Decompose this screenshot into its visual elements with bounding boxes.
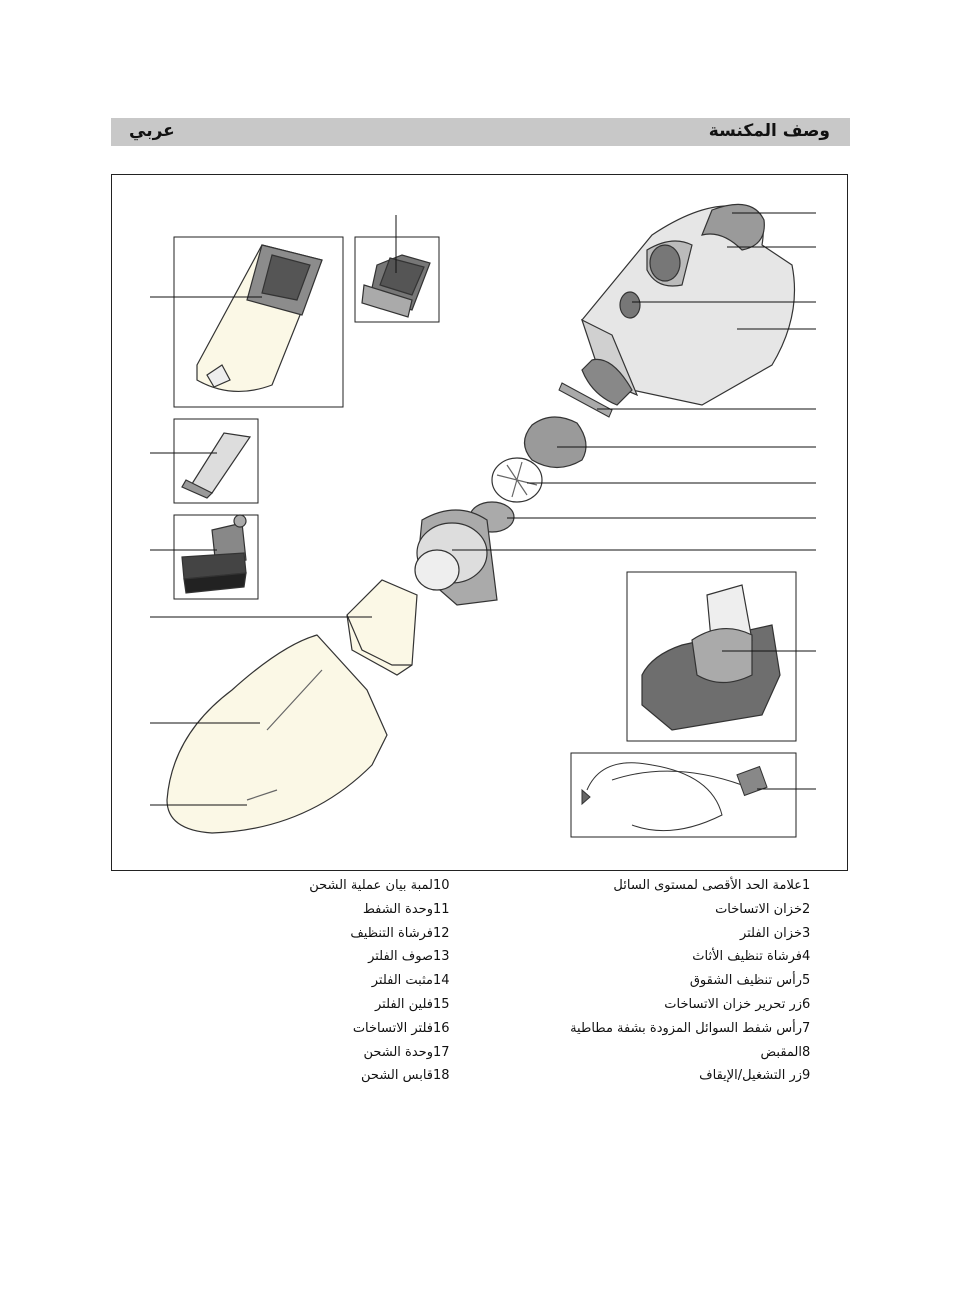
part-row	[309, 902, 461, 926]
part-name: وحدة الشحن	[363, 1044, 433, 1060]
part-name: المقبض	[760, 1044, 802, 1060]
charger-drawing	[582, 763, 767, 831]
dirt-filter-drawing	[415, 510, 497, 605]
language-label: عربي	[129, 121, 175, 141]
part-row	[570, 878, 830, 902]
part-name: فلتر الاتساخات	[352, 1020, 433, 1036]
part-name: وحدة الشفط	[362, 901, 433, 917]
part-number: 18	[433, 1068, 450, 1084]
vacuum-body-drawing	[582, 204, 795, 405]
part-row	[309, 1068, 461, 1092]
large-nozzle-drawing	[167, 635, 387, 833]
part-row	[570, 926, 830, 950]
part-number: 9	[802, 1068, 811, 1084]
part-name: فلين الفلتر	[374, 996, 433, 1012]
parts-list-column-2	[309, 878, 461, 1092]
exploded-diagram	[111, 174, 848, 871]
part-number: 5	[802, 973, 811, 989]
part-row	[570, 1021, 830, 1045]
part-row	[570, 1045, 830, 1069]
brush-drawing	[182, 515, 246, 593]
part-name: زر التشغيل/الإيقاف	[699, 1068, 802, 1084]
part-row	[570, 973, 830, 997]
part-row	[570, 997, 830, 1021]
part-row	[309, 878, 461, 902]
part-name: رأس شفط السوائل المزودة بشفة مطاطية	[570, 1020, 802, 1036]
filter-fleece-drawing	[525, 417, 587, 468]
part-name: فرشاة التنظيف	[350, 925, 433, 941]
part-number: 8	[802, 1044, 811, 1060]
part-name: فرشاة تنظيف الأثاث	[692, 949, 802, 965]
part-name: خزان الفلتر	[739, 925, 802, 941]
section-header-bar	[111, 118, 850, 146]
inset-box-charger	[571, 753, 796, 837]
part-number: 16	[433, 1020, 450, 1036]
part-row	[309, 1021, 461, 1045]
part-name: قابس الشحن	[361, 1068, 433, 1084]
part-number: 1	[802, 878, 811, 893]
slim-nozzle-drawing	[182, 433, 250, 498]
part-name: صوف الفلتر	[368, 949, 433, 965]
part-number: 7	[802, 1020, 811, 1036]
part-name: رأس تنظيف الشقوق	[689, 973, 802, 989]
parts-list-column-1	[570, 878, 830, 1092]
part-number: 14	[433, 973, 450, 989]
section-title: وصف المكنسة	[708, 121, 830, 141]
part-number: 12	[433, 925, 450, 941]
vacuum-parts-illustration	[112, 175, 849, 872]
part-name: لمبة بيان عملية الشحن	[309, 878, 433, 893]
part-number: 15	[433, 996, 450, 1012]
part-row	[570, 1068, 830, 1092]
dust-tank-drawing	[347, 580, 417, 675]
part-name: زر تحرير خزان الاتساخات	[664, 996, 802, 1012]
part-number: 17	[433, 1044, 450, 1060]
part-number: 6	[802, 996, 811, 1012]
liquid-nozzle-drawing	[197, 245, 322, 391]
part-number: 13	[433, 949, 450, 965]
part-number: 2	[802, 901, 811, 917]
part-row	[309, 973, 461, 997]
part-number: 3	[802, 925, 811, 941]
part-name: خزان الاتساخات	[715, 901, 802, 917]
part-number: 4	[802, 949, 811, 965]
part-number: 11	[433, 901, 450, 917]
part-row	[309, 949, 461, 973]
filter-holder-drawing	[492, 458, 542, 502]
part-row	[309, 926, 461, 950]
part-name: مثبت الفلتر	[371, 973, 433, 989]
part-row	[309, 1045, 461, 1069]
part-row	[309, 997, 461, 1021]
charging-base-drawing	[642, 585, 780, 730]
part-row	[570, 949, 830, 973]
part-number: 10	[433, 878, 450, 893]
part-name: علامة الحد الأقصى لمستوى السائل	[613, 878, 802, 893]
part-row	[570, 902, 830, 926]
